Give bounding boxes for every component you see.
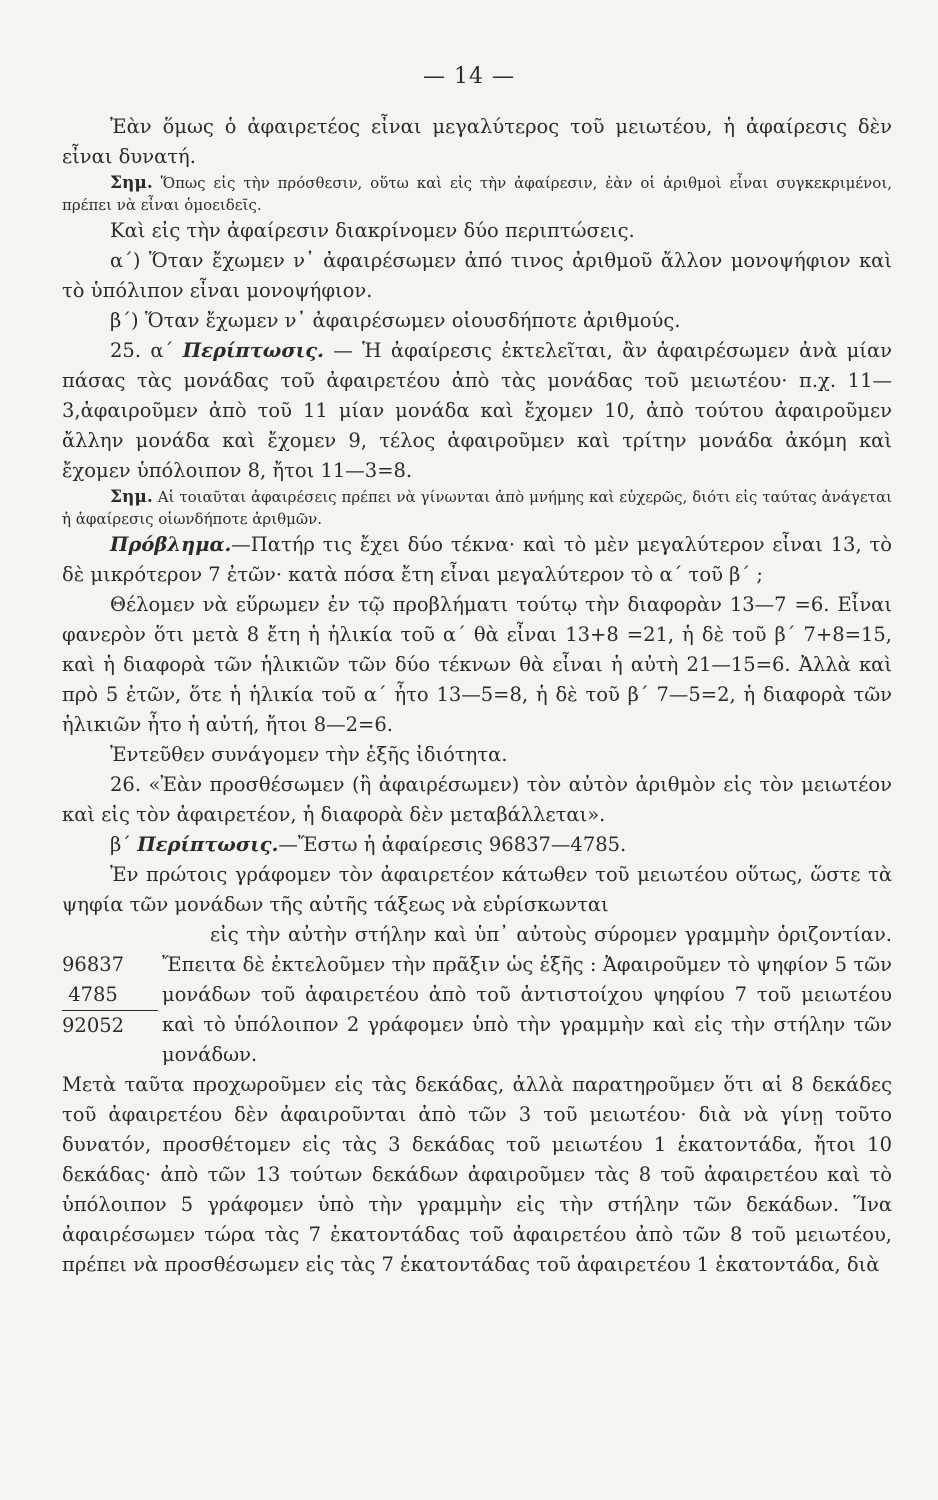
- procedure-rest: Μετὰ ταῦτα προχωροῦμεν εἰς τὰς δεκάδας, ἀλλὰ παρατηροῦμεν ὅτι αἱ 8 δεκάδες τοῦ ἀφαιρετέου δὲν ἀφαιροῦνται ἀπὸ τῶν 3 τοῦ μειωτέου· διὰ νὰ γίνῃ τοῦτο δυνατόν, προσθέτομεν εἰς τὰς 3 δεκάδας τοῦ μειωτέου 1 ἑκατοντάδα, ἤτοι 10 δεκάδας· ἀπὸ τῶν 13 τούτων δεκάδων ἀφαιροῦμεν τὰς 8 τοῦ ἀφαιρετέου καὶ τὸ ὑπόλοιπον 5 γράφομεν ὑπὸ τὴν γραμμὴν εἰς τὴν στήλην τῶν δεκάδων. Ἵνα ἀφαιρέσωμεν τώρα τὰς 7 ἑκατοντάδας τοῦ ἀφαιρετέου ἀπὸ τῶν 8 τοῦ μειωτέου, πρέπει νὰ προσθέσωμεν εἰς τὰς 7 ἑκατοντάδας τοῦ ἀφαιρετέου 1 ἑκατοντάδα, διὰ: [62, 1073, 892, 1276]
- case-b: β΄) Ὅταν ἔχωμεν ν᾽ ἀφαιρέσωμεν οἱουσδήποτε ἀριθμούς.: [110, 309, 681, 332]
- procedure-beside: εἰς τὴν αὐτὴν στήλην καὶ ὑπ᾽ αὐτοὺς σύρομεν γραμμὴν ὁριζοντίαν. Ἔπειτα δὲ ἐκτελοῦμεν τὴν πρᾶξιν ὡς ἑξῆς : Ἀφαιροῦμεν τὸ ψηφίον 5 τῶν μονάδων τοῦ ἀφαιρετέου ἀπὸ τοῦ ἀντιστοίχου ψηφίου 7 τοῦ μειωτέου καὶ τὸ ὑπόλοιπον 2 γράφομεν ὑπὸ τὴν γραμμὴν καὶ εἰς τὴν στήλην τῶν μονάδων.: [162, 923, 892, 1066]
- problem-solution: Θέλομεν νὰ εὕρωμεν ἐν τῷ προβλήματι τούτῳ τὴν διαφορὰν 13—7 =6. Εἶναι φανερὸν ὅτι μετὰ 8 ἔτη ἡ ἡλικία τοῦ α΄ θὰ εἶναι 13+8 =21, ἡ δὲ τοῦ β΄ 7+8=15, καὶ ἡ διαφορὰ τῶν ἡλικιῶν τῶν δύο τέκνων θὰ εἶναι ἡ αὐτὴ 21—15=6. Ἀλλὰ καὶ πρὸ 5 ἐτῶν, ὅτε ἡ ἡλικία τοῦ α΄ ἦτο 13—5=8, ἡ δὲ τοῦ β΄ 7—5=2, ἡ διαφορὰ τῶν ἡλικιῶν ἦτο ἡ αὐτή, ἤτοι 8—2=6.: [62, 593, 892, 736]
- note-2-label: Σημ.: [110, 487, 153, 507]
- problem: [62, 530, 892, 590]
- note-2: [62, 486, 892, 530]
- subtraction-block: [62, 920, 892, 1070]
- minuend: 96837: [62, 953, 125, 976]
- case-a: α΄) Ὅταν ἔχωμεν ν᾽ ἀφαιρέσωμεν ἀπό τινος ἀριθμοῦ ἄλλον μονοψήφιον καὶ τὸ ὑπόλιπον εἶναι μονοψήφιον.: [62, 249, 892, 302]
- section-25-text: — Ἡ ἀφαίρεσις ἐκτελεῖται, ἂν ἀφαιρέσωμεν ἀνὰ μίαν πάσας τὰς μονάδας τοῦ ἀφαιρετέου ἀπὸ τὰς μονάδας τοῦ μειωτέου· π.χ. 11—3,ἀφαιροῦμεν ἀπὸ τοῦ 11 μίαν μονάδα καὶ ἔχομεν 10, ἀπὸ τούτου ἀφαιροῦμεν ἄλλην μονάδα καὶ ἔχομεν 9, τέλος ἀφαιροῦμεν καὶ τρίτην μονάδα ἀκόμη καὶ ἔχομεν ὑπόλοιπον 8, ἤτοι 11—3=8.: [62, 339, 892, 482]
- section-25: [62, 336, 892, 486]
- subtrahend: [62, 980, 158, 1011]
- subtrahend-value: 4785: [68, 983, 118, 1006]
- case-b-heading: [62, 830, 892, 860]
- section-25-title: Περίπτωσις.: [182, 339, 324, 362]
- difference: 92052: [62, 1014, 125, 1037]
- subtraction-calculation: [62, 920, 162, 1070]
- problem-conclusion: Ἐντεῦθεν συνάγομεν τὴν ἑξῆς ἰδιότητα.: [110, 743, 508, 766]
- case-b-text: —Ἔστω ἡ ἀφαίρεσις 96837—4785.: [278, 833, 627, 856]
- note-2-text: Αἱ τοιαῦται ἀφαιρέσεις πρέπει νὰ γίνωνται ἀπὸ μνήμης καὶ εὐχερῶς, διότι εἰς ταύτας ἀνάγεται ἡ ἀφαίρεσις οἱωνδήποτε ἀριθμῶν.: [62, 488, 892, 528]
- page-number: — 14 —: [423, 64, 515, 89]
- case-b-number: β΄: [110, 833, 132, 856]
- case-b-title: Περίπτωσις.: [137, 833, 279, 856]
- note-1: [62, 172, 892, 216]
- section-26: 26. «Ἐὰν προσθέσωμεν (ἢ ἀφαιρέσωμεν) τὸν αὐτὸν ἀριθμὸν εἰς τὸν μειωτέον καὶ εἰς τὸν ἀφαιρετέον, ἡ διαφορὰ δὲν μεταβάλλεται».: [62, 773, 892, 826]
- page-body: [62, 112, 892, 1280]
- note-1-text: Ὅπως εἰς τὴν πρόσθεσιν, οὕτω καὶ εἰς τὴν ἀφαίρεσιν, ἐὰν οἱ ἀριθμοὶ εἶναι συγκεκριμένοι, πρέπει νὰ εἶναι ὁμοειδεῖς.: [62, 174, 892, 214]
- procedure-lead: Ἐν πρώτοις γράφομεν τὸν ἀφαιρετέον κάτωθεν τοῦ μειωτέου οὕτως, ὥστε τὰ ψηφία τῶν μονάδων τῆς αὐτῆς τάξεως νὰ εὑρίσκωνται: [62, 863, 892, 916]
- note-1-label: Σημ.: [110, 173, 153, 193]
- intro-paragraph: Ἐὰν ὅμως ὁ ἀφαιρετέος εἶναι μεγαλύτερος τοῦ μειωτέου, ἡ ἀφαίρεσις δὲν εἶναι δυνατή.: [62, 115, 892, 168]
- problem-title: Πρόβλημα.: [110, 533, 232, 556]
- problem-text: —Πατήρ τις ἔχει δύο τέκνα· καὶ τὸ μὲν μεγαλύτερον εἶναι 13, τὸ δὲ μικρότερον 7 ἐτῶν· κατὰ πόσα ἔτη εἶναι μεγαλύτερον τὸ α΄ τοῦ β΄ ;: [62, 533, 892, 586]
- cases-intro: Καὶ εἰς τὴν ἀφαίρεσιν διακρίνομεν δύο περιπτώσεις.: [110, 219, 635, 242]
- section-25-number: 25. α΄: [110, 339, 174, 362]
- procedure-beside-text: [162, 920, 892, 1070]
